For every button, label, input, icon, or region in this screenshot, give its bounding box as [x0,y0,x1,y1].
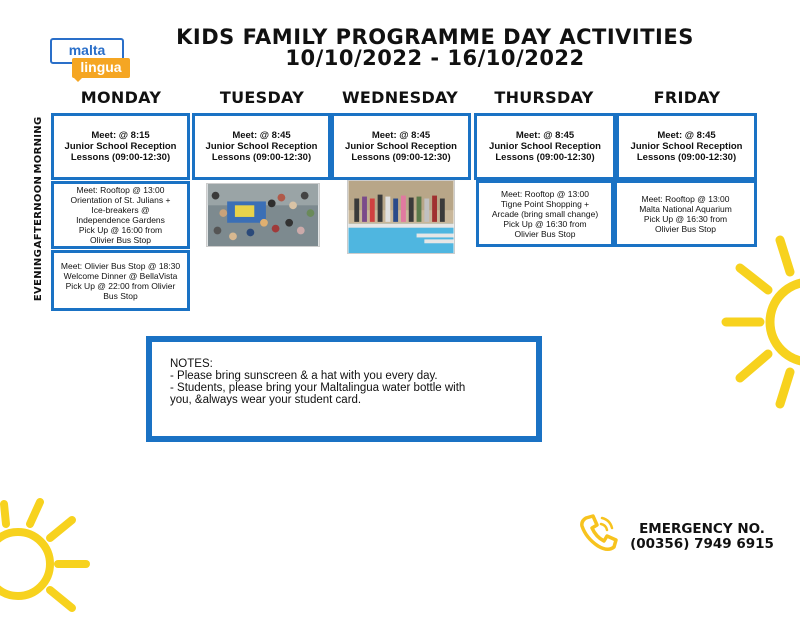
emergency-label: EMERGENCY NO. [639,521,765,537]
cell-line: Meet: @ 8:15 [91,130,150,141]
cell-line: Olivier Bus Stop [90,235,151,245]
cell-line: Bus Stop [103,290,138,301]
day-header-wednesday: WEDNESDAY [341,88,459,107]
cell-line: Junior School Reception [64,141,177,152]
cell-line: Lessons (09:00-12:30) [211,152,312,163]
cell-line: Tigne Point Shopping + [500,198,590,209]
notes-box [146,336,542,442]
tuesday-activity-photo [206,183,320,247]
cell-line: Pick Up @ 16:30 from [503,218,587,229]
cell-line: Meet: Rooftop @ 13:00 [76,185,165,195]
notes-line: - Students, please bring your Maltalingua water bottle with [170,382,466,394]
cell-tuesday-morning [192,113,331,180]
cell-line: Orientation of St. Julians + [70,195,171,205]
page-title: KIDS FAMILY PROGRAMME DAY ACTIVITIES [176,25,694,49]
phone-icon [578,512,618,552]
cell-line: Malta National Aquarium [639,203,732,214]
cell-line: Junior School Reception [489,141,601,152]
cell-line: Ice-breakers @ [91,205,150,215]
wednesday-activity-photo [347,180,455,254]
sun-icon [718,232,800,412]
row-label-morning: MORNING [33,116,44,174]
logo-malta: malta [50,38,124,64]
cell-thursday-morning [474,113,616,180]
logo-tail [72,76,84,82]
cell-line: Pick Up @ 16:30 from [643,213,728,224]
notes-line: you, &always wear your student card. [170,394,362,406]
cell-line: Olivier Bus Stop [655,223,716,234]
date-range: 10/10/2022 - 16/10/2022 [285,46,585,70]
logo-lingua: lingua [72,58,130,78]
notes-heading: NOTES: [170,358,213,370]
notes-line: - Please bring sunscreen & a hat with you every day. [170,370,438,382]
cell-line: Lessons (09:00-12:30) [495,152,595,163]
cell-monday-afternoon [51,181,190,249]
cell-monday-evening [51,250,190,311]
row-label-evening: EVENING [33,248,44,302]
cell-line: Junior School Reception [205,141,318,152]
cell-line: Pick Up @ 22:00 from Olivier [65,280,176,291]
day-header-friday: FRIDAY [653,88,721,107]
cell-line: Lessons (09:00-12:30) [636,152,737,163]
cell-line: Meet: Rooftop @ 13:00 [500,188,589,199]
cell-line: Junior School Reception [345,141,457,152]
row-label-afternoon: AFTERNOON [33,175,44,249]
cell-thursday-afternoon [476,180,614,247]
day-header-monday: MONDAY [80,88,162,107]
cell-line: Lessons (09:00-12:30) [351,152,451,163]
cell-line: Junior School Reception [630,141,743,152]
cell-monday-morning [51,113,190,180]
cell-line: Meet: Rooftop @ 13:00 [641,193,730,204]
cell-line: Meet: @ 8:45 [657,130,716,141]
cell-line: Meet: @ 8:45 [371,130,431,141]
cell-line: Meet: @ 8:45 [515,130,575,141]
day-header-tuesday: TUESDAY [219,88,305,107]
cell-line: Pick Up @ 16:00 from [78,225,163,235]
cell-wednesday-morning [331,113,471,180]
cell-line: Lessons (09:00-12:30) [70,152,171,163]
emergency-number: (00356) 7949 6915 [630,536,774,552]
cell-line: Meet: Olivier Bus Stop @ 18:30 [60,260,181,271]
sun-icon [0,498,92,618]
cell-line: Meet: @ 8:45 [232,130,291,141]
cell-line: Welcome Dinner @ BellaVista [63,270,178,281]
cell-line: Independence Gardens [76,215,165,225]
day-header-thursday: THURSDAY [494,88,594,107]
cell-line: Olivier Bus Stop [514,228,576,239]
cell-friday-morning [616,113,757,180]
cell-line: Arcade (bring small change) [491,208,599,219]
